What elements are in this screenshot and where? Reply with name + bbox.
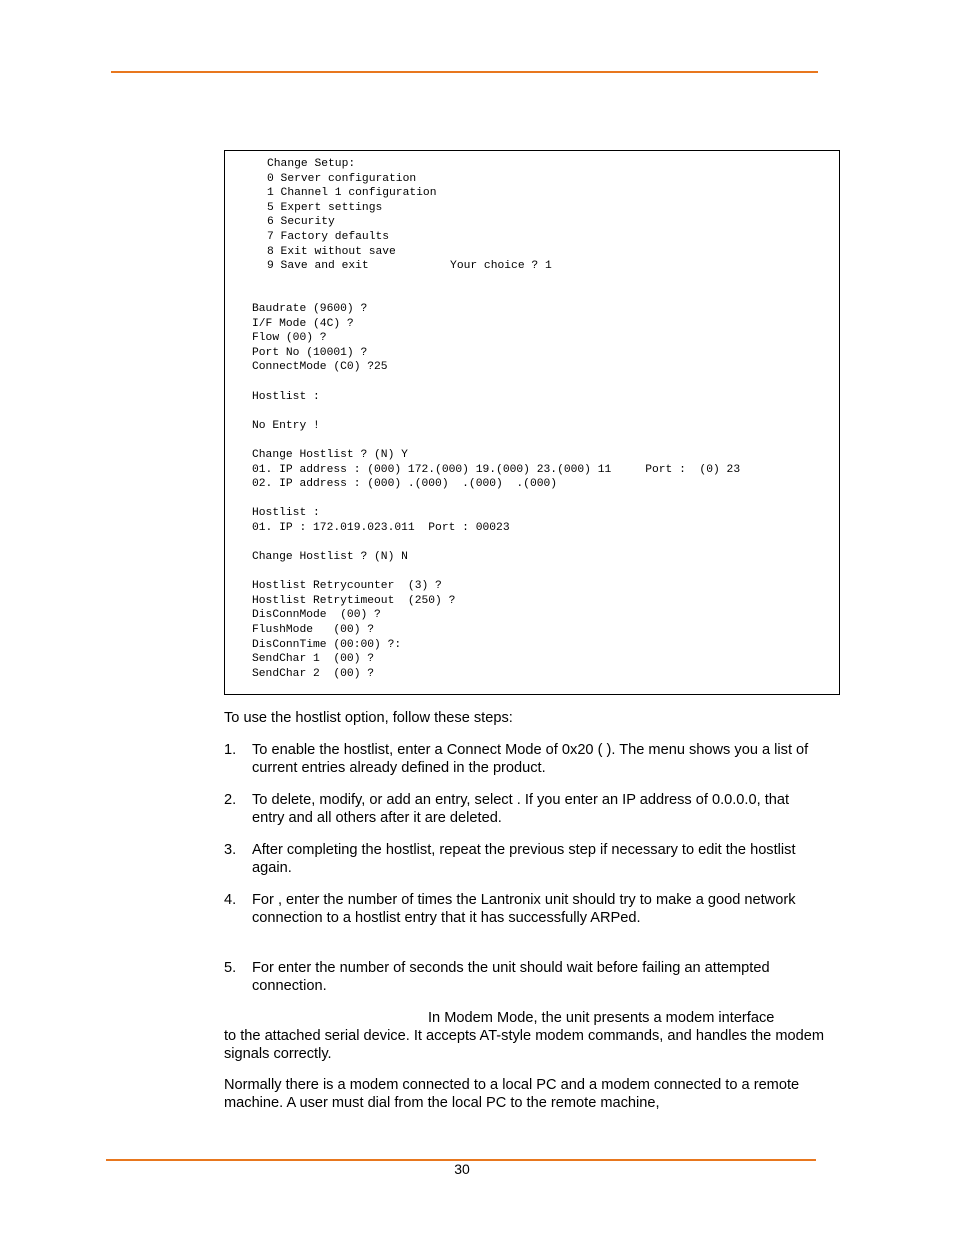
step-number: 5. [224, 960, 237, 976]
step-4 [224, 891, 824, 927]
change-setup-menu: Change Setup: 0 Server configuration 1 Channel 1 configuration 5 Expert settings 6 Security 7 Factory defaults 8 Exit without save 9 Save and exit Your choice ? 1 [267, 158, 552, 273]
step-number: 2. [224, 792, 237, 808]
step-1 [224, 741, 824, 777]
step-number: 3. [224, 842, 237, 858]
modem-mode-rest: to the attached serial device. It accepts AT-style modem commands, and handles the modem signals correctly. [224, 1028, 825, 1062]
step-text: For , enter the number of times the Lantronix unit should try to make a good network connection to a hostlist entry that it has successfully ARPed. [252, 892, 796, 926]
modem-mode-paragraph [224, 1009, 824, 1063]
modem-mode-first-line: In Modem Mode, the unit presents a modem interface [428, 1010, 775, 1026]
step-3 [224, 841, 824, 877]
step-number: 1. [224, 742, 237, 758]
channel-settings-dialog: Baudrate (9600) ? I/F Mode (4C) ? Flow (00) ? Port No (10001) ? ConnectMode (C0) ?25 Hostlist : No Entry ! Change Hostlist ? (N) Y 01. IP address : (000) 172.(000) 19.(000) 23.(000) 11 Port : (0) 23 02. IP address : (000) .(000) .(000) .(000) Hostlist : 01. IP : 172.019.023.011 Port : 00023 Change Hostlist ? (N) N Hostlist Retrycounter (3) ? Hostlist Retrytimeout (250) ? DisConnMode (00) ? FlushMode (00) ? DisConnTime (00:00) ?: SendChar 1 (00) ? SendChar 2 (00) ? [252, 303, 741, 680]
step-5 [224, 959, 824, 995]
step-text: After completing the hostlist, repeat the previous step if necessary to edit the hostlist again. [252, 842, 796, 876]
step-number: 4. [224, 892, 237, 908]
step-text: For enter the number of seconds the unit should wait before failing an attempted connection. [252, 960, 770, 994]
terminal-screenshot [224, 150, 840, 695]
step-2 [224, 791, 824, 827]
normally-paragraph: Normally there is a modem connected to a local PC and a modem connected to a remote machine. A user must dial from the local PC to the remote machine, [224, 1077, 800, 1111]
intro-text: To use the hostlist option, follow these steps: [224, 710, 513, 726]
header-rule [111, 71, 818, 73]
step-text: To delete, modify, or add an entry, select . If you enter an IP address of 0.0.0.0, that entry and all others after it are deleted. [252, 792, 790, 826]
page-number: 30 [454, 1161, 470, 1177]
step-text: To enable the hostlist, enter a Connect Mode of 0x20 ( ). The menu shows you a list of current entries already defined in the product. [252, 742, 809, 776]
